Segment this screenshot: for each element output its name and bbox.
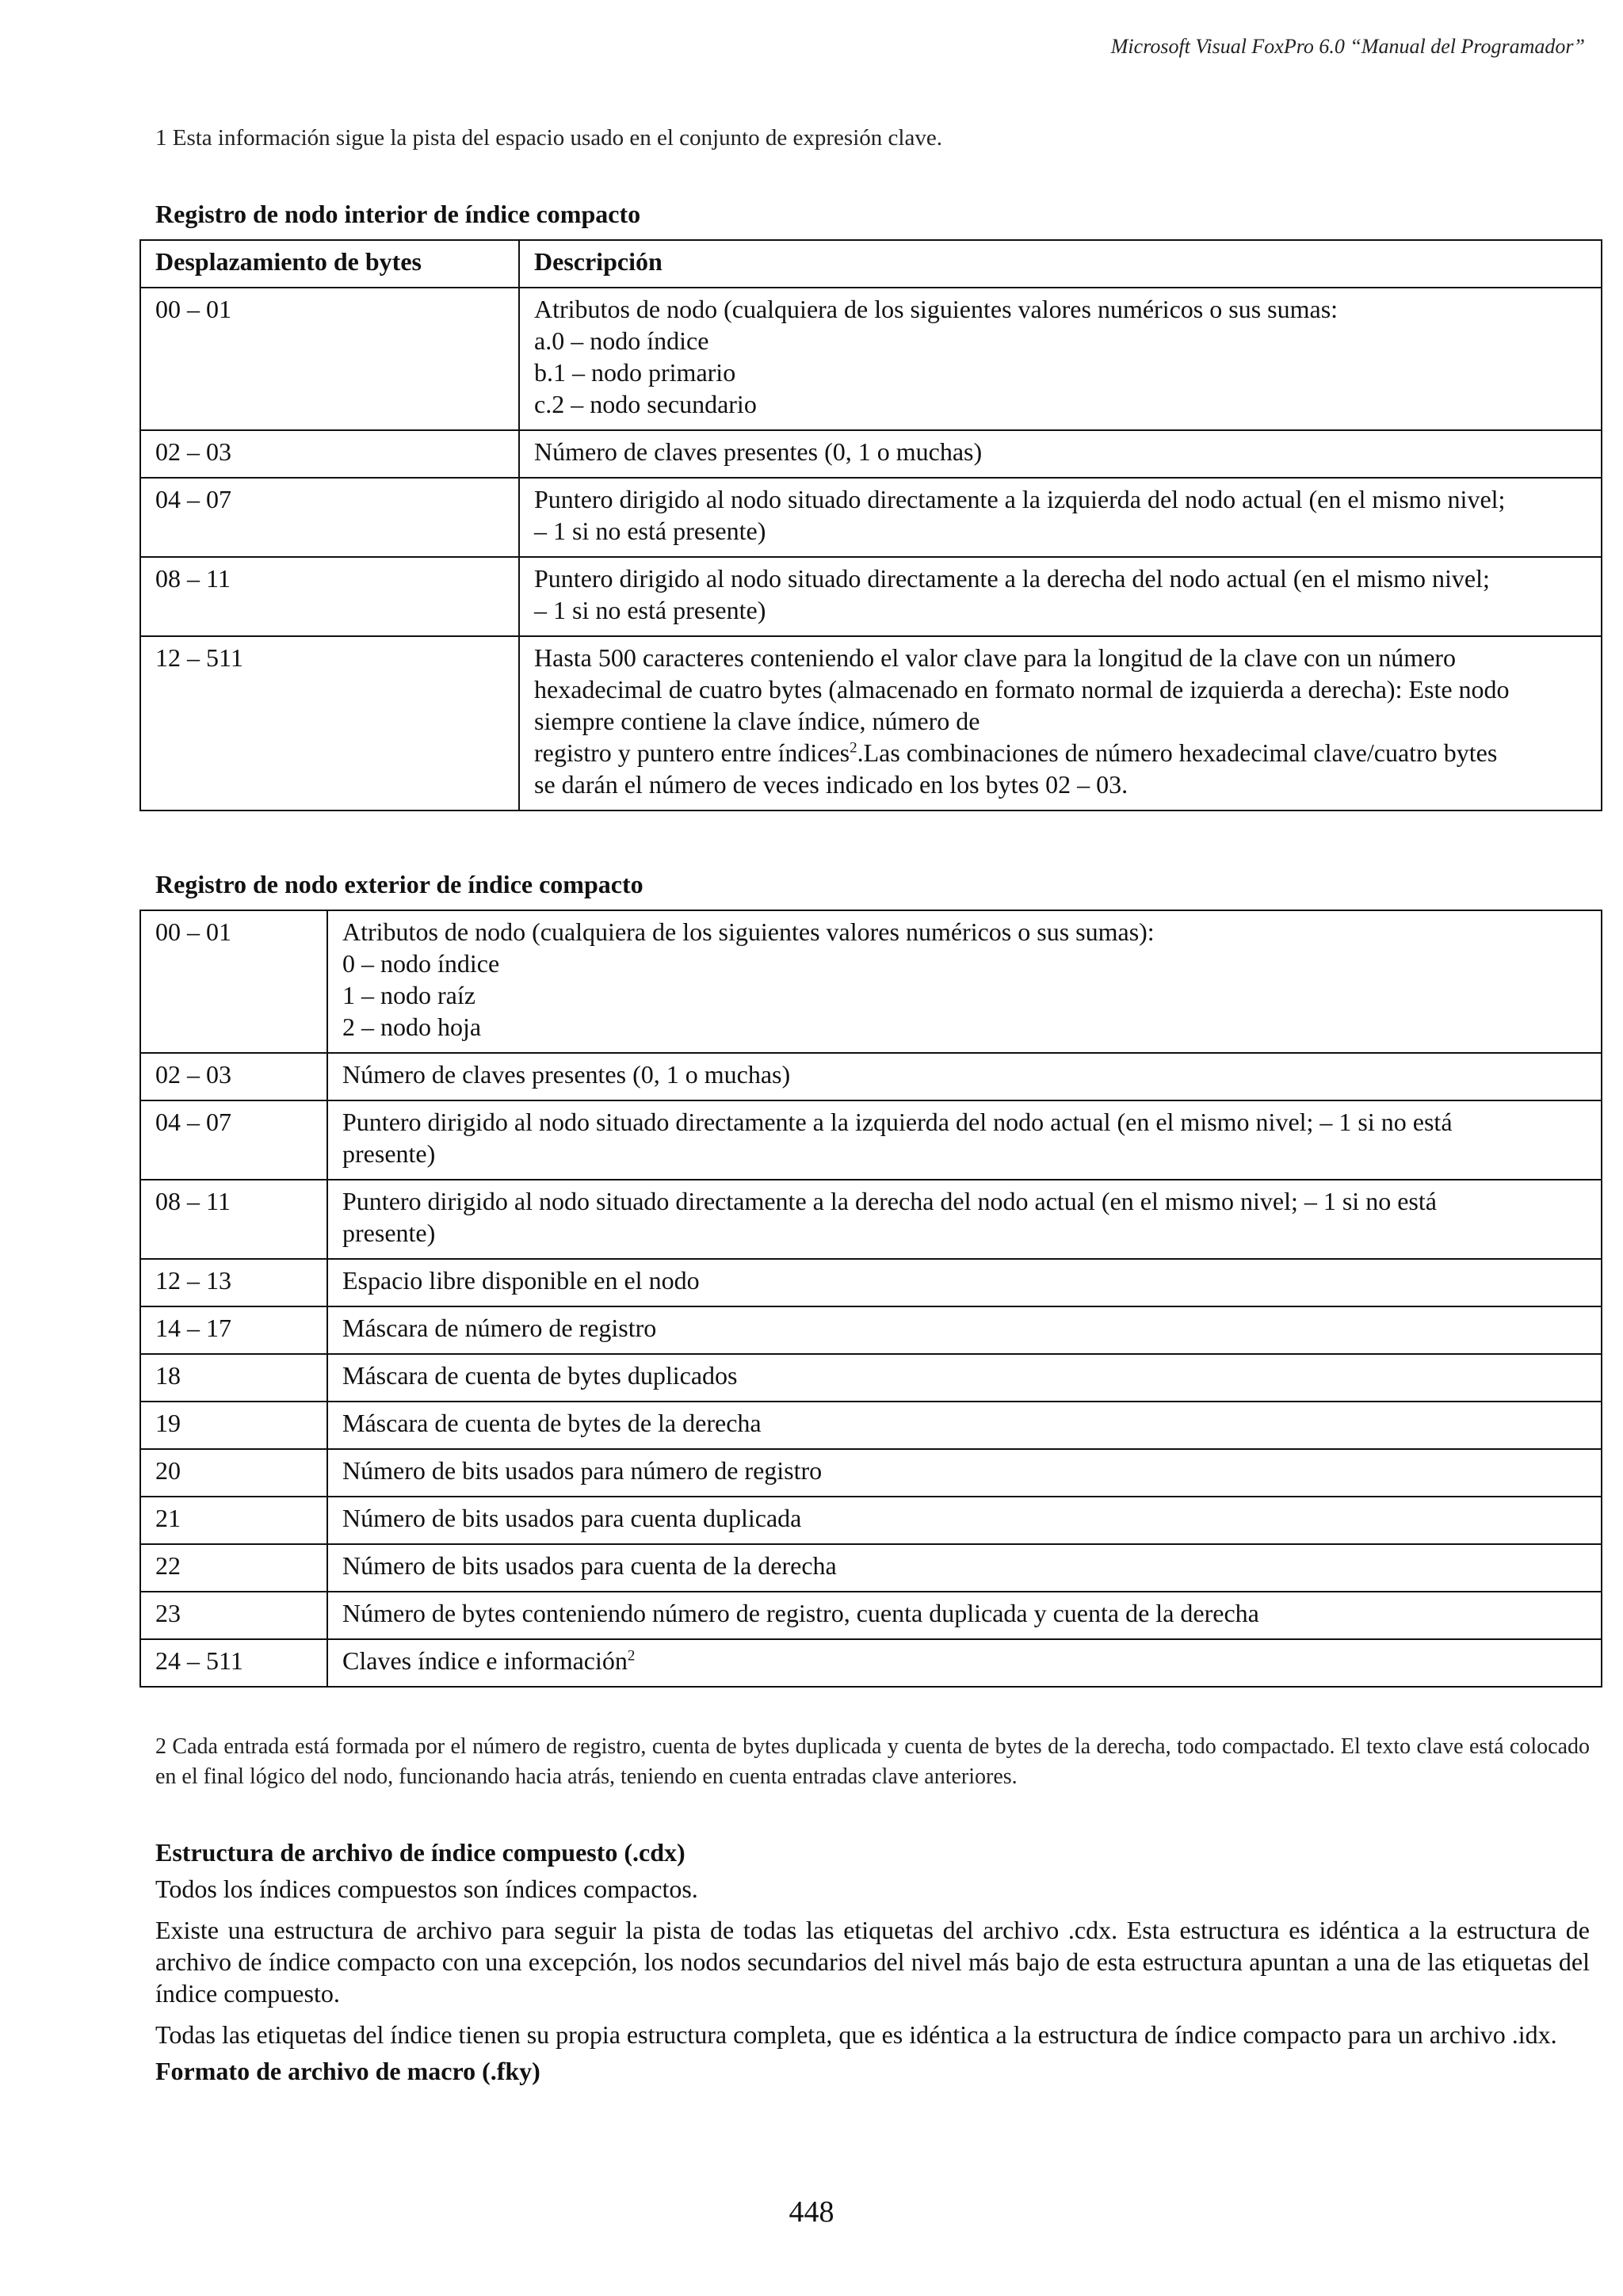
footnote-2: 2 Cada entrada está formada por el número de registro, cuenta de bytes duplicada y cuenta de bytes de la derecha, todo compactado. El texto clave está colocado en el final lógico del nodo, funcionando hacia atrás, teniendo en cuenta entradas clave anteriores.: [155, 1734, 1590, 1789]
description-cell: [519, 288, 1602, 430]
cdx-section: [155, 1836, 1590, 2087]
offset-cell: 18: [140, 1354, 327, 1402]
description-line: a.0 – nodo índice: [534, 326, 709, 355]
description-line: Espacio libre disponible en el nodo: [342, 1266, 700, 1295]
table-row: [140, 1053, 1602, 1100]
offset-cell: 04 – 07: [140, 478, 519, 557]
column-header-description: Descripción: [519, 240, 1602, 288]
description-line: se darán el número de veces indicado en los bytes 02 – 03.: [534, 770, 1128, 799]
description-line: Número de bits usados para número de registro: [342, 1456, 823, 1485]
description-line: b.1 – nodo primario: [534, 358, 736, 387]
table-header-row: [140, 240, 1602, 288]
description-cell: [327, 1354, 1602, 1402]
description-line: Número de claves presentes (0, 1 o muchas): [534, 437, 983, 466]
offset-cell: 12 – 13: [140, 1259, 327, 1306]
offset-cell: 08 – 11: [140, 557, 519, 636]
description-text: registro y puntero entre índices: [534, 738, 850, 767]
description-cell: [327, 1544, 1602, 1592]
table-row: [140, 1180, 1602, 1259]
description-line: Puntero dirigido al nodo situado directamente a la izquierda del nodo actual (en el mismo nivel;: [534, 485, 1506, 513]
footnote-1: 1 Esta información sigue la pista del espacio usado en el conjunto de expresión clave.: [155, 125, 942, 151]
offset-cell: 00 – 01: [140, 288, 519, 430]
table-row: [140, 557, 1602, 636]
table-row: [140, 1306, 1602, 1354]
description-line: Número de bits usados para cuenta de la derecha: [342, 1551, 837, 1580]
description-line: Número de bytes conteniendo número de registro, cuenta duplicada y cuenta de la derecha: [342, 1599, 1259, 1627]
offset-cell: 12 – 511: [140, 636, 519, 810]
offset-cell: 20: [140, 1449, 327, 1497]
exterior-node-table: [139, 910, 1602, 1688]
exterior-table-caption: Registro de nodo exterior de índice compacto: [155, 870, 643, 898]
description-line: 0 – nodo índice: [342, 949, 500, 978]
footnote-ref: 2: [850, 739, 857, 757]
description-line: Máscara de cuenta de bytes de la derecha: [342, 1409, 762, 1437]
description-line: c.2 – nodo secundario: [534, 390, 757, 418]
offset-cell: 19: [140, 1402, 327, 1449]
description-line: Máscara de número de registro: [342, 1314, 657, 1342]
paragraph: Existe una estructura de archivo para seguir la pista de todas las etiquetas del archivo .cdx. Esta estructura es idéntica a la estructura de archivo de índice compacto con una excepción, los nodos secundarios del nivel más bajo de esta estructura apuntan a una de las etiquetas del índice compuesto.: [155, 1916, 1590, 2008]
table-row: [140, 478, 1602, 557]
offset-cell: 23: [140, 1592, 327, 1639]
description-line: hexadecimal de cuatro bytes (almacenado en formato normal de izquierda a derecha): Este nodo: [534, 675, 1510, 704]
description-cell: [519, 430, 1602, 478]
description-line: – 1 si no está presente): [534, 596, 766, 624]
description-cell: [327, 1639, 1602, 1687]
description-line: Puntero dirigido al nodo situado directamente a la derecha del nodo actual (en el mismo nivel; – 1 si no está: [342, 1187, 1437, 1215]
description-line: Atributos de nodo (cualquiera de los siguientes valores numéricos o sus sumas):: [342, 917, 1155, 946]
description-cell: [519, 557, 1602, 636]
offset-cell: 22: [140, 1544, 327, 1592]
description-text: Claves índice e información: [342, 1646, 628, 1675]
table-row: [140, 1100, 1602, 1180]
offset-cell: 04 – 07: [140, 1100, 327, 1180]
offset-cell: 02 – 03: [140, 430, 519, 478]
fky-heading: Formato de archivo de macro (.fky): [155, 2057, 540, 2085]
description-line: [534, 737, 1587, 769]
description-line: Atributos de nodo (cualquiera de los siguientes valores numéricos o sus sumas:: [534, 295, 1338, 323]
table-row: [140, 910, 1602, 1053]
description-line: Puntero dirigido al nodo situado directamente a la izquierda del nodo actual (en el mismo nivel; – 1 si no está: [342, 1108, 1453, 1136]
description-text: .Las combinaciones de número hexadecimal clave/cuatro bytes: [857, 738, 1498, 767]
table-row: [140, 1259, 1602, 1306]
description-line: – 1 si no está presente): [534, 517, 766, 545]
table-row: [140, 1497, 1602, 1544]
offset-cell: 02 – 03: [140, 1053, 327, 1100]
offset-cell: 00 – 01: [140, 910, 327, 1053]
table-row: [140, 1354, 1602, 1402]
description-line: Hasta 500 caracteres conteniendo el valor clave para la longitud de la clave con un número: [534, 643, 1457, 672]
offset-cell: 24 – 511: [140, 1639, 327, 1687]
description-cell: [519, 636, 1602, 810]
description-line: presente): [342, 1219, 436, 1247]
description-line: Número de bits usados para cuenta duplicada: [342, 1504, 802, 1532]
description-cell: [327, 1180, 1602, 1259]
description-line: Puntero dirigido al nodo situado directamente a la derecha del nodo actual (en el mismo nivel;: [534, 564, 1490, 593]
table-row: [140, 1639, 1602, 1687]
table-row: [140, 1449, 1602, 1497]
description-cell: [519, 478, 1602, 557]
description-line: siempre contiene la clave índice, número de: [534, 707, 980, 735]
description-cell: [327, 1259, 1602, 1306]
running-header: Microsoft Visual FoxPro 6.0 “Manual del Programador”: [1110, 35, 1585, 58]
description-cell: [327, 1100, 1602, 1180]
description-cell: [327, 1306, 1602, 1354]
table-row: [140, 430, 1602, 478]
table-row: [140, 288, 1602, 430]
offset-cell: 08 – 11: [140, 1180, 327, 1259]
description-cell: [327, 1053, 1602, 1100]
cdx-heading: Estructura de archivo de índice compuesto (.cdx): [155, 1838, 685, 1867]
table-row: [140, 636, 1602, 810]
description-line: Número de claves presentes (0, 1 o muchas): [342, 1060, 791, 1089]
table-row: [140, 1402, 1602, 1449]
description-cell: [327, 1449, 1602, 1497]
offset-cell: 21: [140, 1497, 327, 1544]
description-cell: [327, 910, 1602, 1053]
description-cell: [327, 1402, 1602, 1449]
interior-node-table: [139, 239, 1602, 811]
description-cell: [327, 1497, 1602, 1544]
footnote-ref: 2: [627, 1647, 636, 1665]
column-header-offset: Desplazamiento de bytes: [140, 240, 519, 288]
interior-table-caption: Registro de nodo interior de índice compacto: [155, 200, 641, 228]
description-line: presente): [342, 1139, 436, 1168]
paragraph: Todas las etiquetas del índice tienen su propia estructura completa, que es idéntica a la estructura de índice compacto para un archivo .idx.: [155, 2020, 1557, 2049]
page-number: 448: [789, 2195, 834, 2229]
description-line: 2 – nodo hoja: [342, 1013, 482, 1041]
table-row: [140, 1592, 1602, 1639]
table-row: [140, 1544, 1602, 1592]
description-line: Máscara de cuenta de bytes duplicados: [342, 1361, 738, 1390]
description-line: 1 – nodo raíz: [342, 981, 475, 1009]
paragraph: Todos los índices compuestos son índices compactos.: [155, 1875, 698, 1903]
description-cell: [327, 1592, 1602, 1639]
offset-cell: 14 – 17: [140, 1306, 327, 1354]
